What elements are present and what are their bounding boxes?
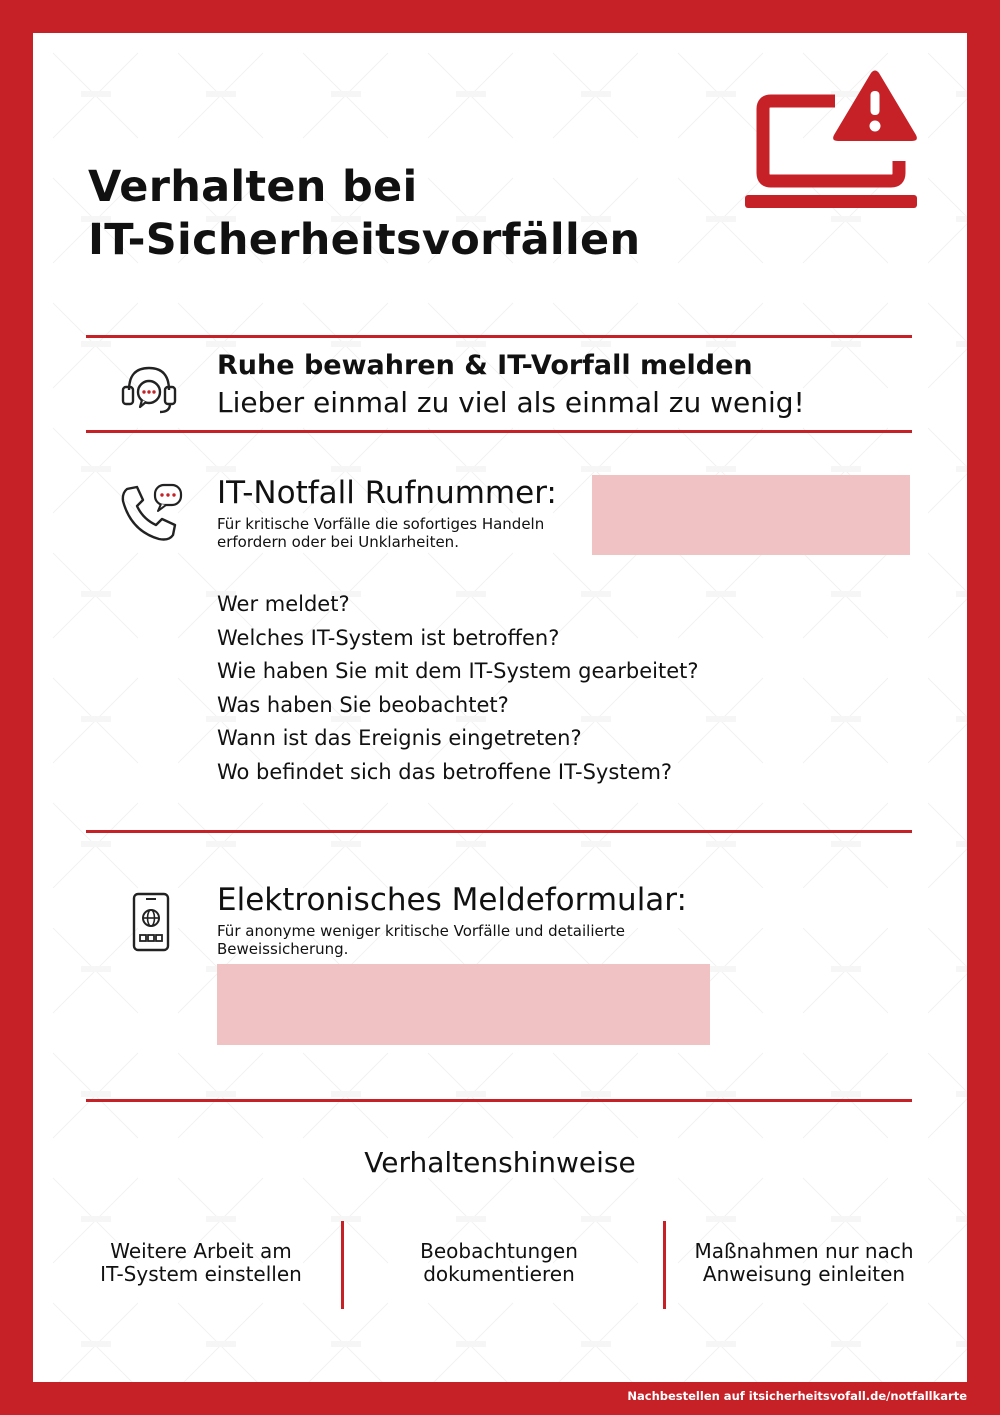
question-item: Wie haben Sie mit dem IT-System gearbeitet? bbox=[217, 659, 699, 684]
guideline-line: Beobachtungen bbox=[420, 1239, 578, 1263]
guideline-line: Weitere Arbeit am bbox=[110, 1239, 292, 1263]
question-item: Was haben Sie beobachtet? bbox=[217, 692, 509, 717]
page-title bbox=[88, 161, 640, 267]
phone-chat-icon bbox=[119, 483, 183, 545]
hotline-number-placeholder bbox=[592, 475, 910, 555]
section-heading-hotline: IT-Notfall Rufnummer: bbox=[217, 475, 557, 511]
column-divider bbox=[341, 1221, 344, 1309]
guideline-line: Maßnahmen nur nach bbox=[694, 1239, 914, 1263]
guideline-item bbox=[354, 1240, 644, 1286]
divider bbox=[86, 1099, 912, 1102]
question-item: Wann ist das Ereignis eingetreten? bbox=[217, 726, 582, 751]
reorder-footer: Nachbestellen auf itsicherheitsvofall.de/notfallkarte bbox=[627, 1389, 967, 1403]
section-subheading-report: Lieber einmal zu viel als einmal zu wenig! bbox=[217, 386, 805, 419]
smartphone-globe-icon bbox=[131, 892, 171, 952]
poster-sheet bbox=[33, 33, 967, 1382]
section-heading-report: Ruhe bewahren & IT-Vorfall melden bbox=[217, 350, 753, 381]
description-line: erfordern oder bei Unklarheiten. bbox=[217, 533, 459, 551]
title-line-1: Verhalten bei bbox=[88, 162, 418, 212]
guidelines-heading: Verhaltenshinweise bbox=[364, 1146, 636, 1179]
question-list bbox=[217, 588, 699, 790]
section-description-hotline bbox=[217, 515, 544, 551]
divider bbox=[86, 430, 912, 433]
report-form-placeholder bbox=[217, 964, 710, 1045]
divider bbox=[86, 335, 912, 338]
guideline-line: dokumentieren bbox=[423, 1262, 575, 1286]
divider bbox=[86, 830, 912, 833]
question-item: Welches IT-System ist betroffen? bbox=[217, 625, 560, 650]
description-line: Für kritische Vorfälle die sofortiges Handeln bbox=[217, 515, 545, 533]
section-heading-form: Elektronisches Meldeformular: bbox=[217, 882, 687, 918]
guideline-line: Anweisung einleiten bbox=[702, 1262, 906, 1286]
guideline-line: IT-System einstellen bbox=[100, 1262, 302, 1286]
headset-icon bbox=[120, 360, 178, 420]
description-line: Für anonyme weniger kritische Vorfälle und detailierte bbox=[217, 922, 625, 940]
description-line: Beweissicherung. bbox=[217, 940, 349, 958]
question-item: Wer meldet? bbox=[217, 592, 350, 616]
guideline-item bbox=[659, 1240, 949, 1286]
guideline-item bbox=[56, 1240, 346, 1286]
question-item: Wo befindet sich das betroffene IT-System? bbox=[217, 759, 673, 784]
laptop-warning-icon bbox=[743, 69, 919, 213]
title-line-2: IT-Sicherheitsvorfällen bbox=[88, 215, 641, 265]
section-description-form bbox=[217, 922, 625, 958]
